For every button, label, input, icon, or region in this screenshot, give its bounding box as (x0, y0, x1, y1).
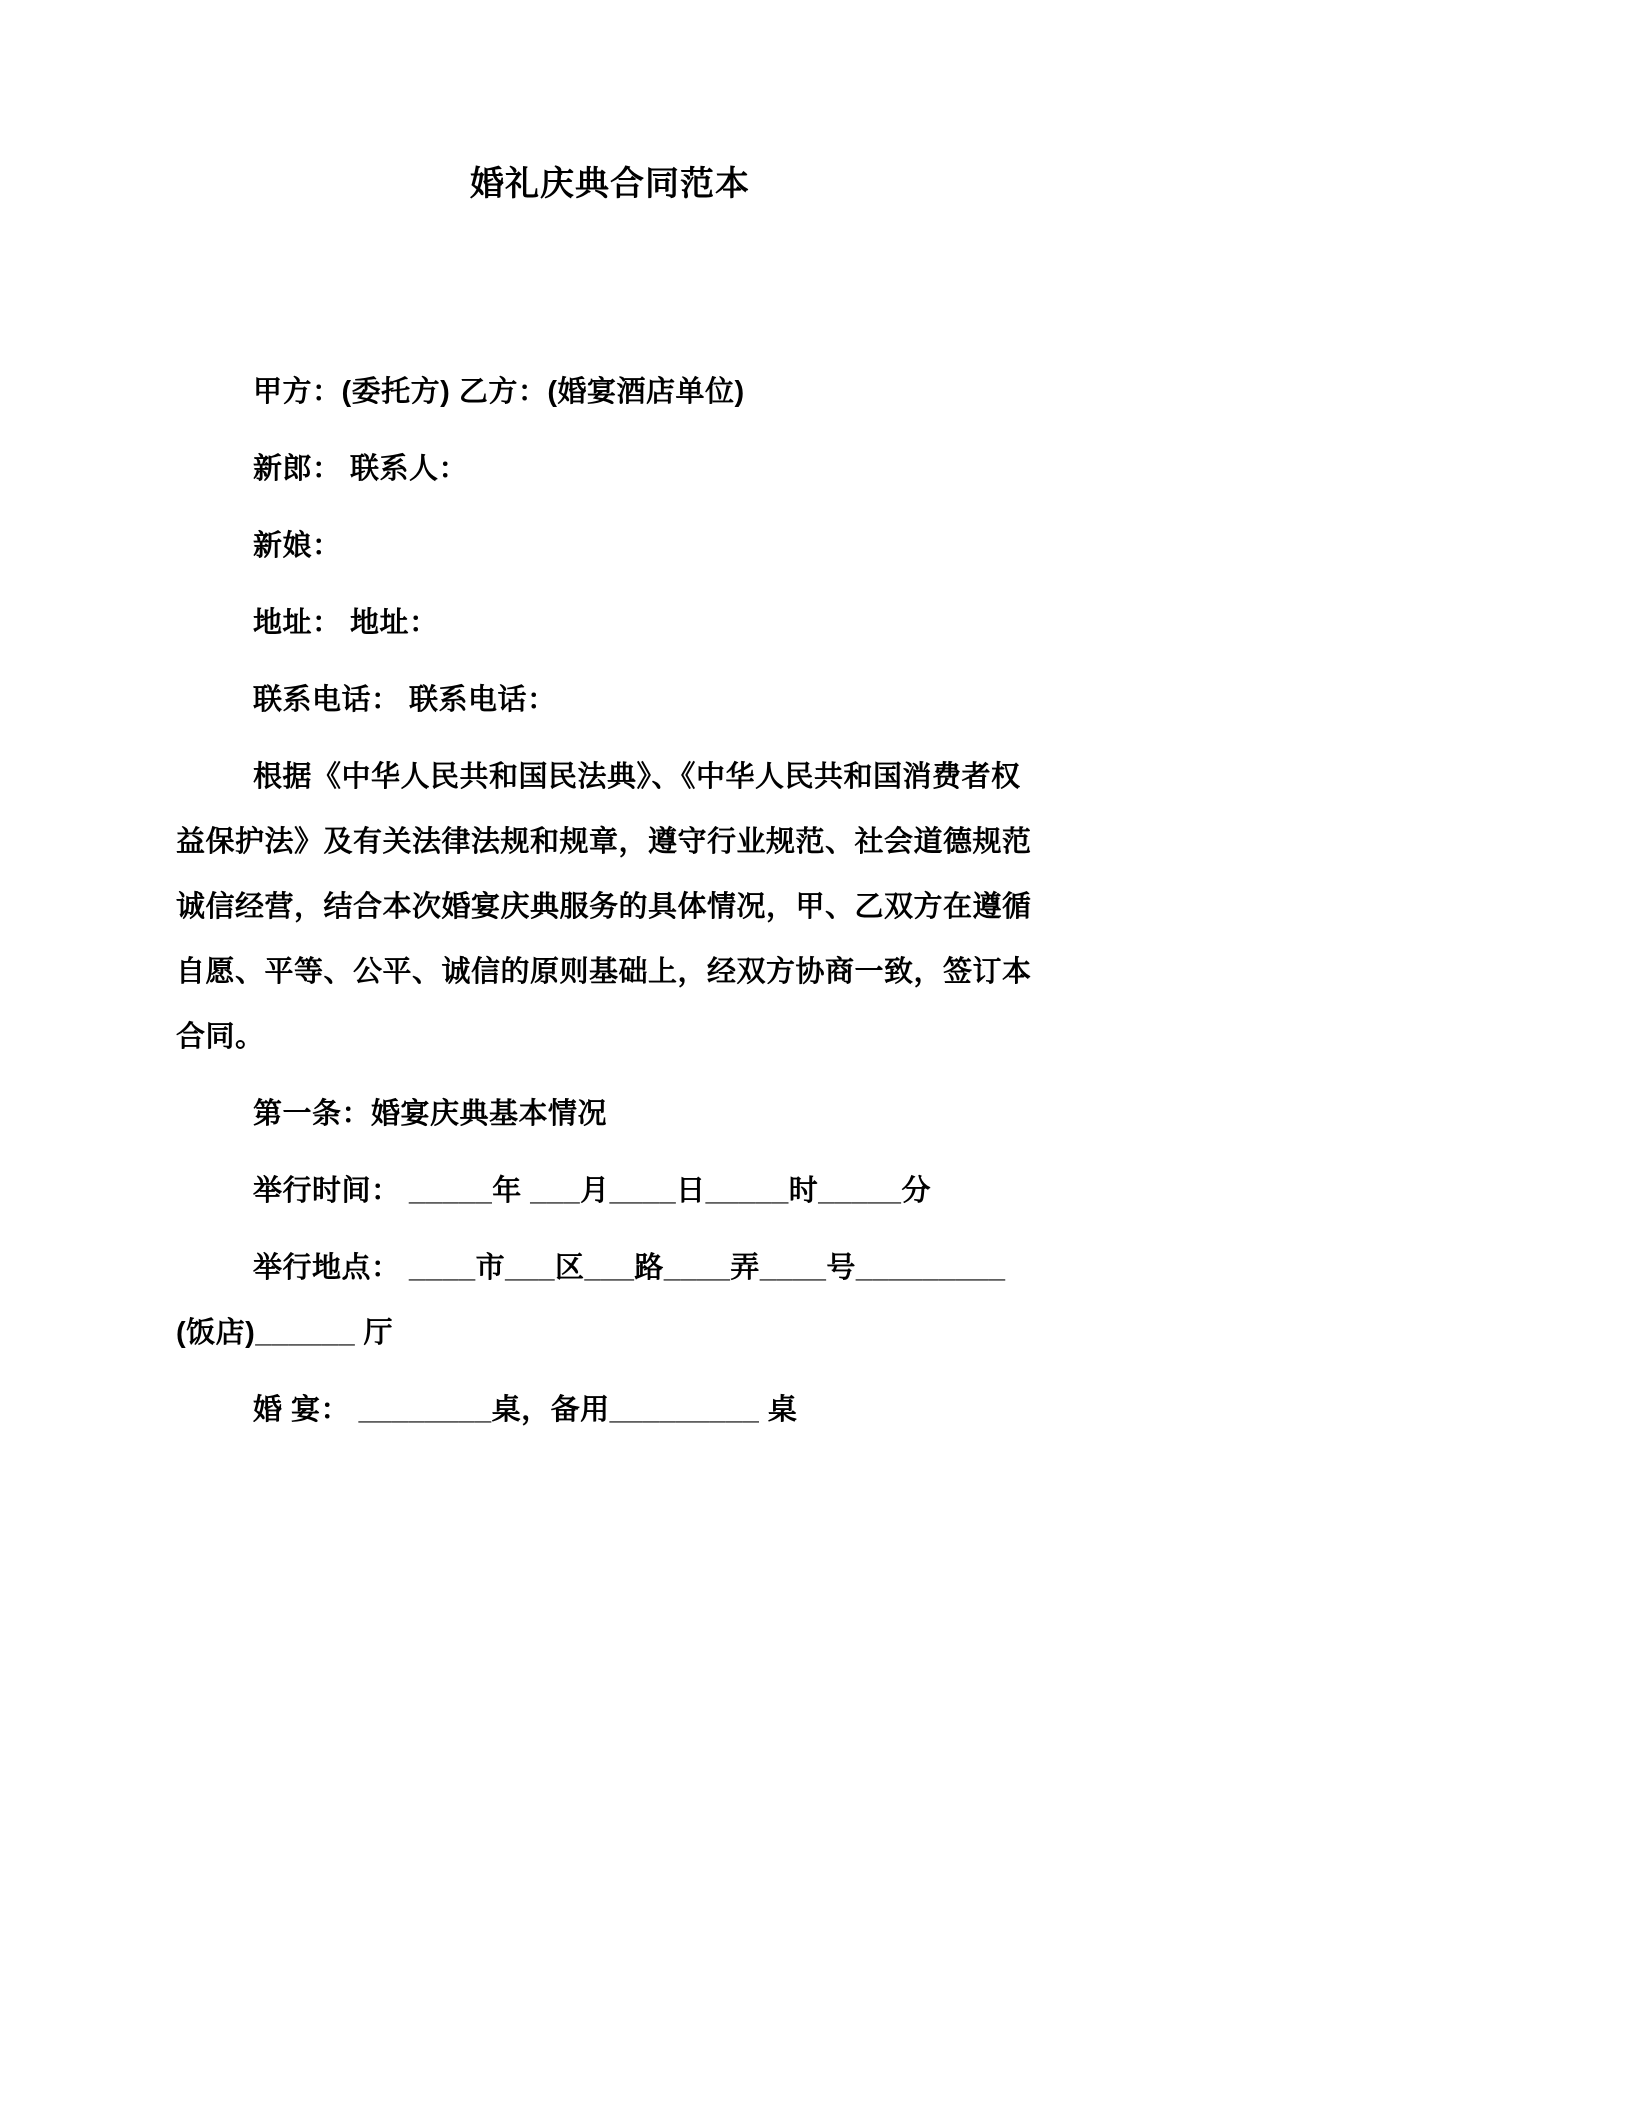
paragraph-parties: 甲方：(委托方) 乙方：(婚宴酒店单位) (253, 376, 745, 408)
paragraph-banquet-tables: 婚 宴： ________桌，备用_________ 桌 (253, 1394, 798, 1426)
paragraph-preamble: 根据《中华人民共和国民法典》、《中华人民共和国消费者权益保护法》及有关法律法规和规章，遵守行业规范、社会道德规范诚信经营，结合本次婚宴庆典服务的具体情况，甲、乙双方在遵循自愿、平等、公平、诚信的原则基础上，经双方协商一致，签订本合同。 (176, 761, 1032, 1053)
paragraph-phone: 联系电话： 联系电话： (253, 684, 557, 716)
document-title: 婚礼庆典合同范本 (470, 165, 750, 203)
document-content (176, 160, 1044, 1455)
paragraph-address: 地址： 地址： (253, 607, 439, 639)
paragraph-bride: 新娘： (253, 530, 342, 562)
paragraph-article-1-heading: 第一条：婚宴庆典基本情况 (253, 1098, 608, 1130)
paragraph-event-time: 举行时间： _____年 ___月____日_____时_____分 (253, 1175, 931, 1207)
paragraph-event-location: 举行地点： ____市___区___路____弄____号_________ (饭店)______ 厅 (176, 1252, 1006, 1349)
paragraph-groom-contact: 新郎： 联系人： (253, 453, 469, 485)
